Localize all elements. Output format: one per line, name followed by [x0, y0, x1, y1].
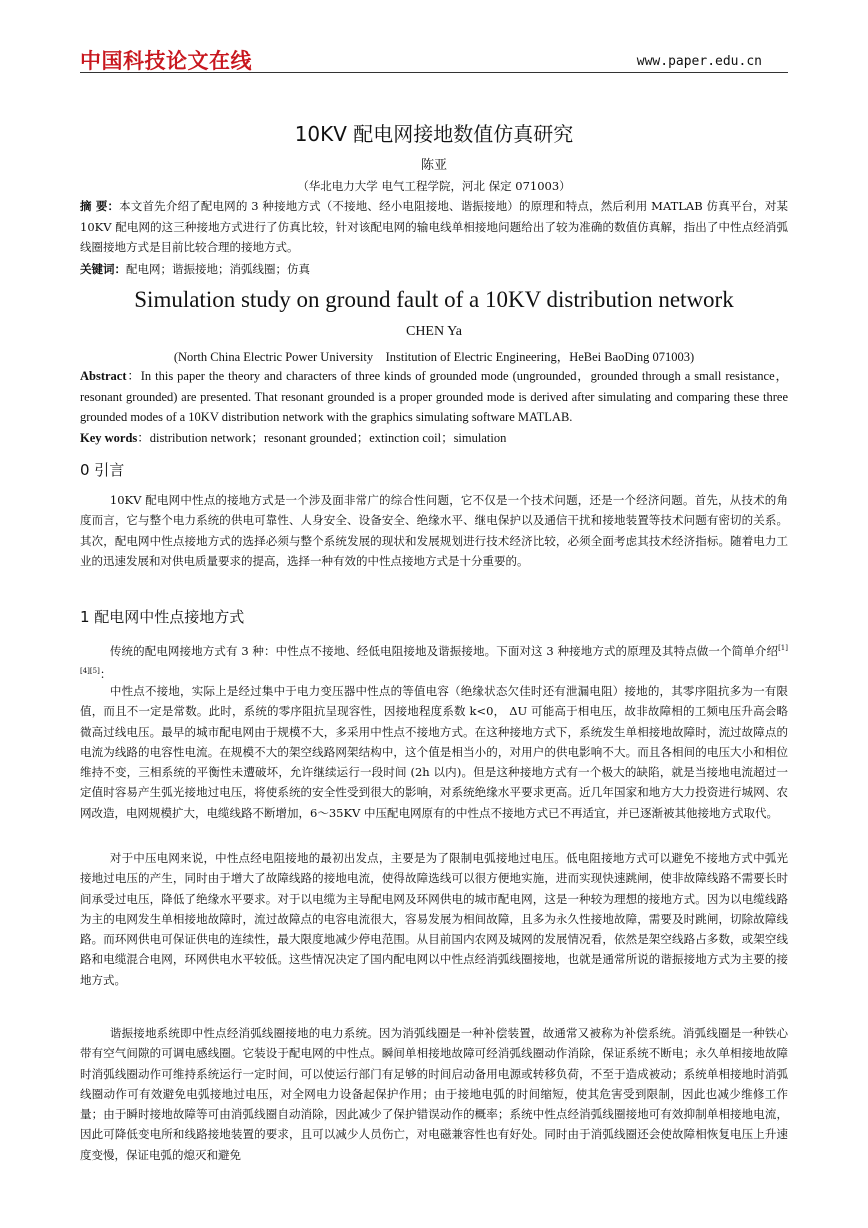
section-1-paragraph-4: 谐振接地系统即中性点经消弧线圈接地的电力系统。因为消弧线圈是一种补偿装置，故通常又被称为补偿系统。消弧线圈是一种铁心带有空气间隙的可调电感线圈。它装设于配电网的中性点。瞬间单相接地故障可经消弧线圈动作消除，保证系统不断电；永久单相接地故障时消弧线圈动作可维持系统运行一定时间，可以使运行部门有足够的时间启动备用电源或转移负荷，不至于造成被动；系统单相接地时消弧线圈动作可有效避免电弧接地过电压，对全网电力设备起保护作用；由于接地电弧的时间缩短，使其危害受到限制，因此也减少维修工作量；由于瞬时接地故障等可由消弧线圈自动消除，因此减少了保护错误动作的概率；系统中性点经消弧线圈接地可有效抑制单相接地电流，因此可降低变电所和线路接地装置的要求，且可以减少人员伤亡，对电磁兼容性也有好处。同时由于消弧线圈还会使故障相恢复电压上升速度变慢，保证电弧的熄灭和避免: [80, 1026, 788, 1162]
abstract-cn-text: 本文首先介绍了配电网的 3 种接地方式（不接地、经小电阻接地、谐振接地）的原理和特点，然后利用 MATLAB 仿真平台，对某 10KV 配电网的这三种接地方式进行了仿真比较，针对该配电网的输电线单相接地问题给出了较为准确的数值仿真解，指出了中性点经消弧线圈接地方式是目前比较合理的接地方式。: [80, 199, 788, 254]
paper-title-en: Simulation study on ground fault of a 10KV distribution network: [134, 287, 734, 312]
author-cn: 陈亚: [420, 158, 447, 173]
keywords-cn-text: 配电网；谐振接地；消弧线圈；仿真: [126, 262, 310, 276]
keywords-en-text: ：distribution network；resonant grounded；extinction coil；simulation: [137, 431, 507, 445]
abstract-en: [80, 366, 788, 428]
logo-text-red: 中国: [80, 49, 123, 73]
section-1-paragraph-1-text: 传统的配电网接地方式有 3 种：中性点不接地、经低电阻接地及谐振接地。下面对这 3 种接地方式的原理及其特点做一个简单介绍: [109, 643, 779, 658]
abstract-cn: [80, 196, 788, 258]
section-1-heading: 1 配电网中性点接地方式: [80, 608, 245, 626]
abstract-cn-label: 摘 要：: [80, 199, 120, 213]
section-1-paragraph-2: 中性点不接地，实际上是经过集中于电力变压器中性点的等值电容（绝缘状态欠佳时还有泄漏电阻）接地的，其零序阻抗多为一有限值，而且不一定是常数。此时，系统的零序阻抗呈现容性，因接地程度系数 k<0， ΔU 可能高于相电压，故非故障相的工频电压升高会略微高过线电压。最早的城市配电网由于规模不大，多采用中性点不接地方式。在这种接地方式下，系统发生单相接地故障时，流过故障点的电流为线路的电容性电流。在规模不大的架空线路网架结构中，这个值是相当小的，对用户的供电影响不大。而且各相间的电压大小和相位维持不变，三相系统的平衡性未遭破坏，允许继续运行一段时间 (2h 以内)。但是这种接地方式有一个极大的缺陷，就是当接地电流超过一定值时容易产生弧光接地过电压，将使系统的安全性受到很大的影响，对系统绝缘水平要求更高。近几年国家和地方大力投资进行城网、农网改造，电网规模扩大，电缆线路不断增加，6～35KV 中压配电网原有的中性点不接地方式已不再适宜，并已逐渐被其他接地方式取代。: [80, 684, 788, 820]
keywords-en-label: Key words: [80, 431, 138, 445]
section-0-heading: 0 引言: [80, 461, 125, 479]
logo-text-main: 科技论文在线: [123, 49, 252, 73]
keywords-cn: [80, 259, 788, 280]
abstract-en-label: Abstract: [80, 369, 127, 383]
abstract-en-text: ：In this paper the theory and characters of three kinds of grounded mode (ungrounded，grounded through a small resistance，resonant grounded) are presented. That resonant grounded is a proper grounded mode is derived after simulating and comparing these three grounded modes of a 10KV distribution network with the graphics simulating software MATLAB.: [80, 369, 788, 424]
keywords-cn-label: 关键词：: [80, 262, 126, 276]
citation-ref[interactable]: [1][4][5]: [80, 644, 788, 676]
section-0-paragraph: 10KV 配电网中性点的接地方式是一个涉及面非常广的综合性问题，它不仅是一个技术问题，还是一个经济问题。首先，从技术的角度而言，它与整个电力系统的供电可靠性、人身安全、设备安全、绝缘水平、继电保护以及通信干扰和接地装置等技术问题有密切的关系。其次，配电网中性点接地方式的选择必须与整个系统发展的现状和发展规划进行技术经济比较，必须全面考虑其技术经济指标。随着电力工业的迅速发展和对供电质量要求的提高，选择一种有效的中性点接地方式是十分重要的。: [80, 493, 788, 568]
site-logo[interactable]: [80, 48, 252, 74]
author-en: CHEN Ya: [405, 324, 462, 339]
section-1-paragraph-3: 对于中压电网来说，中性点经电阻接地的最初出发点，主要是为了限制电弧接地过电压。低电阻接地方式可以避免不接地方式中弧光接地过电压的产生，同时由于增大了故障线路的接地电流，使得故障选线可以很方便地实施，进而实现快速跳闸，使非故障线路不需要长时间承受过电压，降低了绝缘水平要求。对于以电缆为主导配电网及环网供电的城市配电网，这是一种较为理想的接地方式。因为以电缆线路为主的电网发生单相接地故障时，流过故障点的电容电流很大，容易发展为相间故障，且多为永久性接地故障，需要及时跳闸，切除故障线路。而环网供电可保证供电的连续性，最大限度地减少停电范围。从目前国内农网及城网的发展情况看，依然是架空线路占多数，或架空线路和电缆混合电网，环网供电水平较低。这些情况决定了国内配电网以中性点经消弧线圈接地，也就是通常所说的谐振接地方式为主要的接地方式。: [80, 851, 788, 987]
section-1-paragraph-1: [80, 638, 788, 684]
site-url[interactable]: www.paper.edu.cn: [636, 54, 762, 69]
page-header: [80, 48, 788, 74]
section-1-paragraph-1-end: ：: [99, 666, 112, 681]
affiliation-en: (North China Electric Power University Institution of Electric Engineering，HeBei BaoDing 071003): [173, 350, 695, 364]
keywords-en: [80, 428, 788, 449]
affiliation-cn: （华北电力大学 电气工程学院，河北 保定 071003）: [297, 179, 571, 193]
paper-title-cn: 10KV 配电网接地数值仿真研究: [294, 122, 574, 146]
header-divider: [80, 72, 788, 73]
